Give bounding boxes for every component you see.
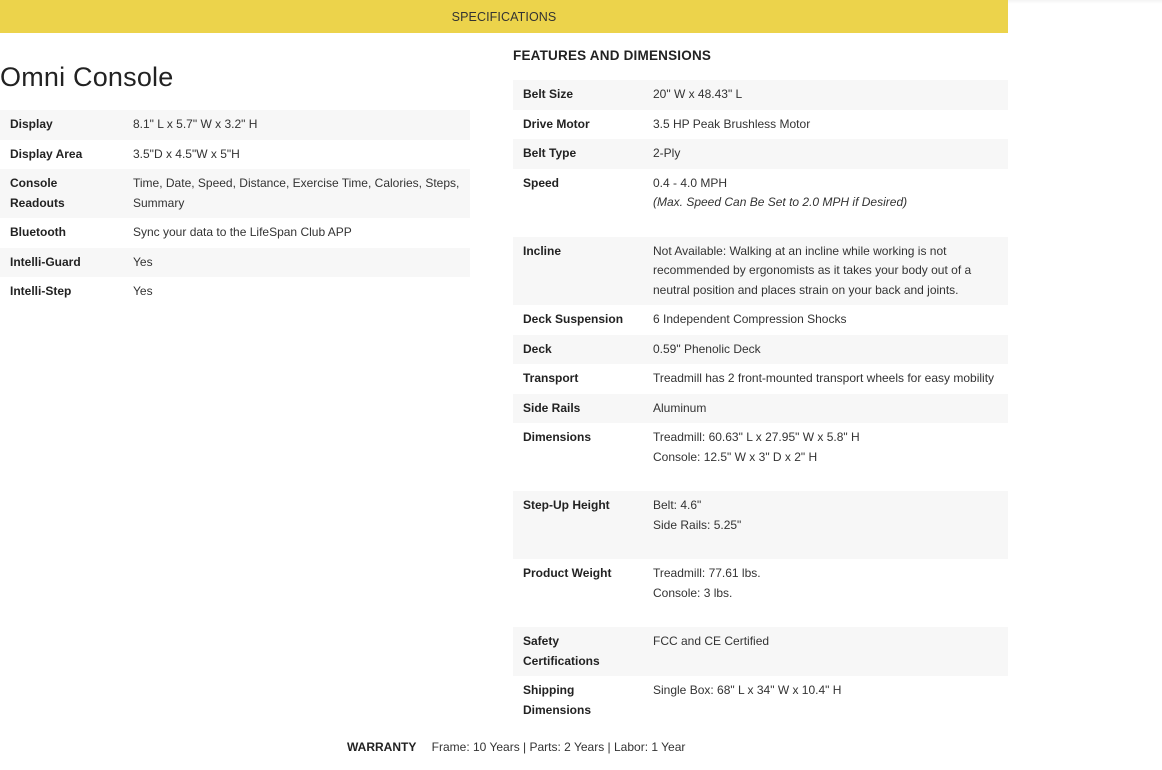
spec-value — [643, 491, 1008, 559]
spec-value: 3.5"D x 4.5"W x 5"H — [123, 140, 470, 170]
spec-label: Deck — [513, 335, 643, 365]
spec-value — [643, 169, 1008, 237]
spec-value — [643, 394, 1008, 424]
spec-value — [643, 80, 1008, 110]
spec-label: Speed — [513, 169, 643, 237]
console-title: Omni Console — [0, 62, 174, 92]
spec-label: Incline — [513, 237, 643, 306]
spec-value-line: 2-Ply — [653, 146, 681, 160]
spec-value-line: 20" W x 48.43" L — [653, 87, 743, 101]
table-row — [513, 110, 1008, 140]
spec-value-line: Single Box: 68" L x 34" W x 10.4" H — [653, 683, 842, 697]
table-row — [513, 491, 1008, 559]
spec-label: Intelli-Step — [0, 277, 123, 307]
specifications-tab[interactable] — [0, 0, 1008, 33]
table-row — [513, 237, 1008, 306]
spec-label: Drive Motor — [513, 110, 643, 140]
warranty-label: WARRANTY — [347, 740, 417, 754]
spec-value-line: FCC and CE Certified — [653, 634, 770, 648]
spec-value-line: Not Available: Walking at an incline while working is not recommended by ergonomists as it takes your body out of a neutral position and places strain on your back and joints. — [653, 243, 972, 297]
spec-value — [643, 627, 1008, 676]
table-row — [513, 80, 1008, 110]
row-spacer — [653, 535, 998, 554]
spec-label: Display Area — [0, 140, 123, 170]
table-row — [0, 248, 470, 278]
spec-label: Belt Type — [513, 139, 643, 169]
spec-label: Shipping Dimensions — [513, 676, 643, 725]
table-row — [513, 559, 1008, 627]
spec-value — [643, 335, 1008, 365]
spec-value — [643, 237, 1008, 306]
spec-label: Console Readouts — [0, 169, 123, 218]
table-row — [513, 423, 1008, 491]
table-row — [513, 169, 1008, 237]
spec-value — [643, 305, 1008, 335]
table-row — [513, 335, 1008, 365]
spec-value-line: Console: 12.5" W x 3" D x 2" H — [653, 449, 818, 464]
table-row — [513, 305, 1008, 335]
spec-value-line: Treadmill: 60.63" L x 27.95" W x 5.8" H — [653, 430, 860, 444]
spec-label: Safety Certifications — [513, 627, 643, 676]
row-spacer — [653, 213, 998, 232]
spec-value-line: Belt: 4.6" — [653, 498, 702, 512]
spec-value — [643, 676, 1008, 725]
spec-label: Product Weight — [513, 559, 643, 627]
row-spacer — [653, 467, 998, 486]
table-row — [513, 139, 1008, 169]
console-spec-table — [0, 110, 470, 307]
spec-label: Display — [0, 110, 123, 140]
spec-label: Belt Size — [513, 80, 643, 110]
features-spec-table — [513, 80, 1008, 725]
table-row — [513, 676, 1008, 725]
table-row — [0, 218, 470, 248]
spec-value-line: Treadmill has 2 front-mounted transport wheels for easy mobility — [653, 371, 995, 385]
spec-value-line: Aluminum — [653, 400, 707, 415]
spec-label: Intelli-Guard — [0, 248, 123, 278]
features-title: FEATURES AND DIMENSIONS — [513, 48, 712, 63]
table-row — [0, 140, 470, 170]
spec-value-line: Treadmill: 77.61 lbs. — [653, 566, 761, 580]
table-row — [0, 110, 470, 140]
spec-value-line: Side Rails: 5.25" — [653, 517, 742, 532]
spec-value: Yes — [123, 248, 470, 278]
spec-label: Transport — [513, 364, 643, 394]
spec-label: Side Rails — [513, 394, 643, 424]
spec-label: Bluetooth — [0, 218, 123, 248]
warranty-value: Frame: 10 Years | Parts: 2 Years | Labor: 1 Year — [431, 740, 686, 754]
row-spacer — [653, 603, 998, 622]
spec-value — [643, 423, 1008, 491]
spec-value: Sync your data to the LifeSpan Club APP — [123, 218, 470, 248]
spec-label: Step-Up Height — [513, 491, 643, 559]
spec-value: Time, Date, Speed, Distance, Exercise Time, Calories, Steps, Summary — [123, 169, 470, 218]
specifications-tab-label: SPECIFICATIONS — [451, 9, 557, 24]
spec-value: 8.1" L x 5.7" W x 3.2" H — [123, 110, 470, 140]
spec-value-line: 0.59" Phenolic Deck — [653, 341, 761, 356]
spec-value-line: 6 Independent Compression Shocks — [653, 312, 847, 326]
spec-value — [643, 139, 1008, 169]
spec-value: Yes — [123, 277, 470, 307]
header-shadow — [1008, 0, 1162, 4]
spec-value — [643, 364, 1008, 394]
spec-label: Dimensions — [513, 423, 643, 491]
table-row — [513, 394, 1008, 424]
spec-value-line: 3.5 HP Peak Brushless Motor — [653, 116, 811, 131]
spec-value-line: 0.4 - 4.0 MPH — [653, 175, 728, 190]
spec-value-note: (Max. Speed Can Be Set to 2.0 MPH if Desired) — [653, 195, 908, 209]
table-row — [513, 364, 1008, 394]
spec-label: Deck Suspension — [513, 305, 643, 335]
spec-value — [643, 559, 1008, 627]
spec-value-line: Console: 3 lbs. — [653, 585, 733, 600]
table-row — [0, 277, 470, 307]
table-row — [513, 627, 1008, 676]
warranty — [347, 740, 685, 754]
table-row — [0, 169, 470, 218]
spec-value — [643, 110, 1008, 140]
